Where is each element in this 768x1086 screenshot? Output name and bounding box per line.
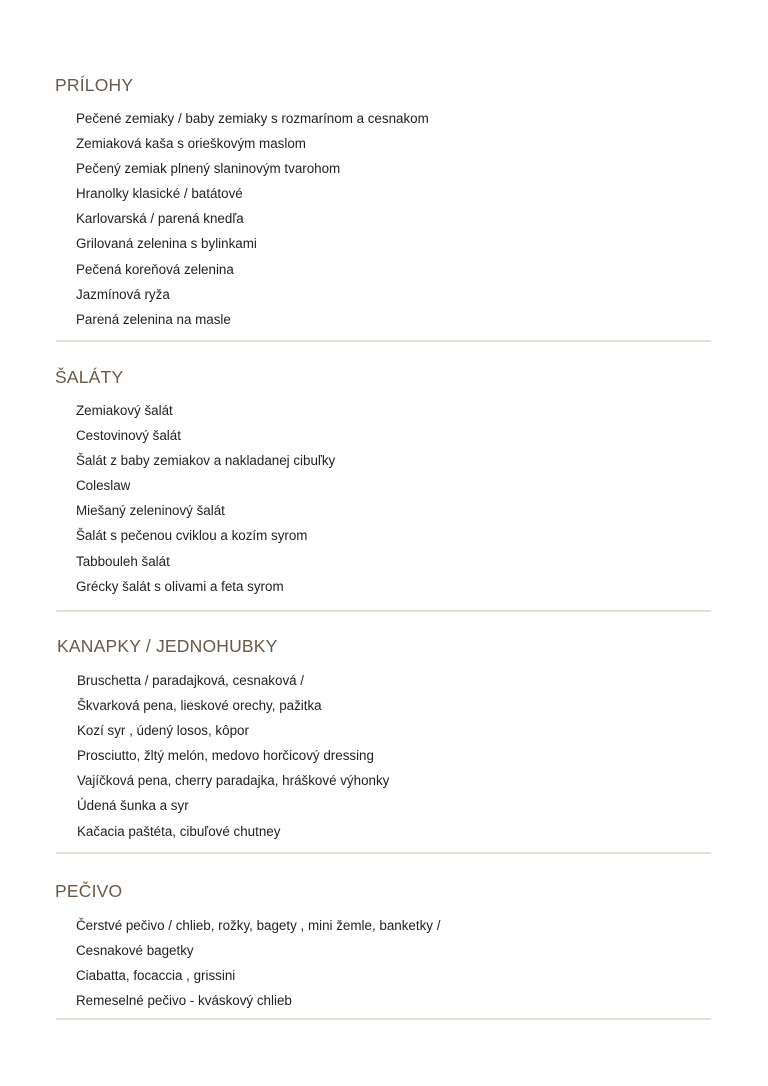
list-item: Grilovaná zelenina s bylinkami — [76, 236, 257, 252]
list-item: Cestovinový šalát — [76, 428, 181, 444]
list-item: Škvarková pena, lieskové orechy, pažitka — [77, 698, 322, 714]
list-item: Remeselné pečivo - kváskový chlieb — [76, 993, 292, 1009]
section-divider — [56, 852, 711, 854]
list-item: Pečené zemiaky / baby zemiaky s rozmarínom a cesnakom — [76, 111, 429, 126]
list-item: Pečený zemiak plnený slaninovým tvarohom — [76, 161, 341, 177]
list-item: Šalát z baby zemiakov a nakladanej cibuľky — [76, 453, 336, 469]
list-item: Šalát s pečenou cviklou a kozím syrom — [76, 528, 308, 544]
list-item: Tabbouleh šalát — [76, 553, 170, 569]
list-item: Čerstvé pečivo / chlieb, rožky, bagety , mini žemle, banketky / — [76, 918, 441, 933]
list-item: Ciabatta, focaccia , grissini — [76, 968, 236, 984]
section-heading: PRÍLOHY — [55, 75, 134, 95]
list-item: Hranolky klasické / batátové — [76, 186, 243, 202]
section-divider — [56, 1018, 711, 1020]
list-item: Kačacia paštéta, cibuľové chutney — [77, 823, 281, 839]
list-item: Kozí syr , údený losos, kôpor — [77, 723, 249, 739]
list-item: Coleslaw — [76, 478, 131, 494]
list-item: Zemiaková kaša s orieškovým maslom — [76, 136, 306, 152]
list-item: Pečená koreňová zelenina — [76, 261, 234, 277]
item-list — [76, 916, 440, 1016]
list-item: Karlovarská / parená knedľa — [76, 211, 244, 227]
list-item: Jazmínová ryža — [76, 286, 170, 302]
section-heading: KANAPKY / JEDNOHUBKY — [57, 636, 278, 656]
item-list — [77, 671, 389, 847]
list-item: Zemiakový šalát — [76, 403, 173, 418]
item-list — [76, 109, 429, 335]
section-divider — [56, 610, 711, 612]
section-divider — [56, 340, 711, 342]
list-item: Vajíčková pena, cherry paradajka, hráškové výhonky — [77, 773, 390, 789]
list-item: Cesnakové bagetky — [76, 943, 194, 959]
list-item: Grécky šalát s olivami a feta syrom — [76, 578, 284, 594]
item-list — [76, 401, 335, 602]
section-heading: PEČIVO — [55, 881, 123, 901]
section-heading: ŠALÁTY — [55, 367, 124, 387]
list-item: Parená zelenina na masle — [76, 311, 231, 327]
list-item: Miešaný zeleninový šalát — [76, 503, 225, 519]
list-item: Prosciutto, žltý melón, medovo horčicový dressing — [77, 748, 374, 764]
list-item: Bruschetta / paradajková, cesnaková / — [77, 673, 305, 688]
list-item: Údená šunka a syr — [77, 798, 189, 814]
